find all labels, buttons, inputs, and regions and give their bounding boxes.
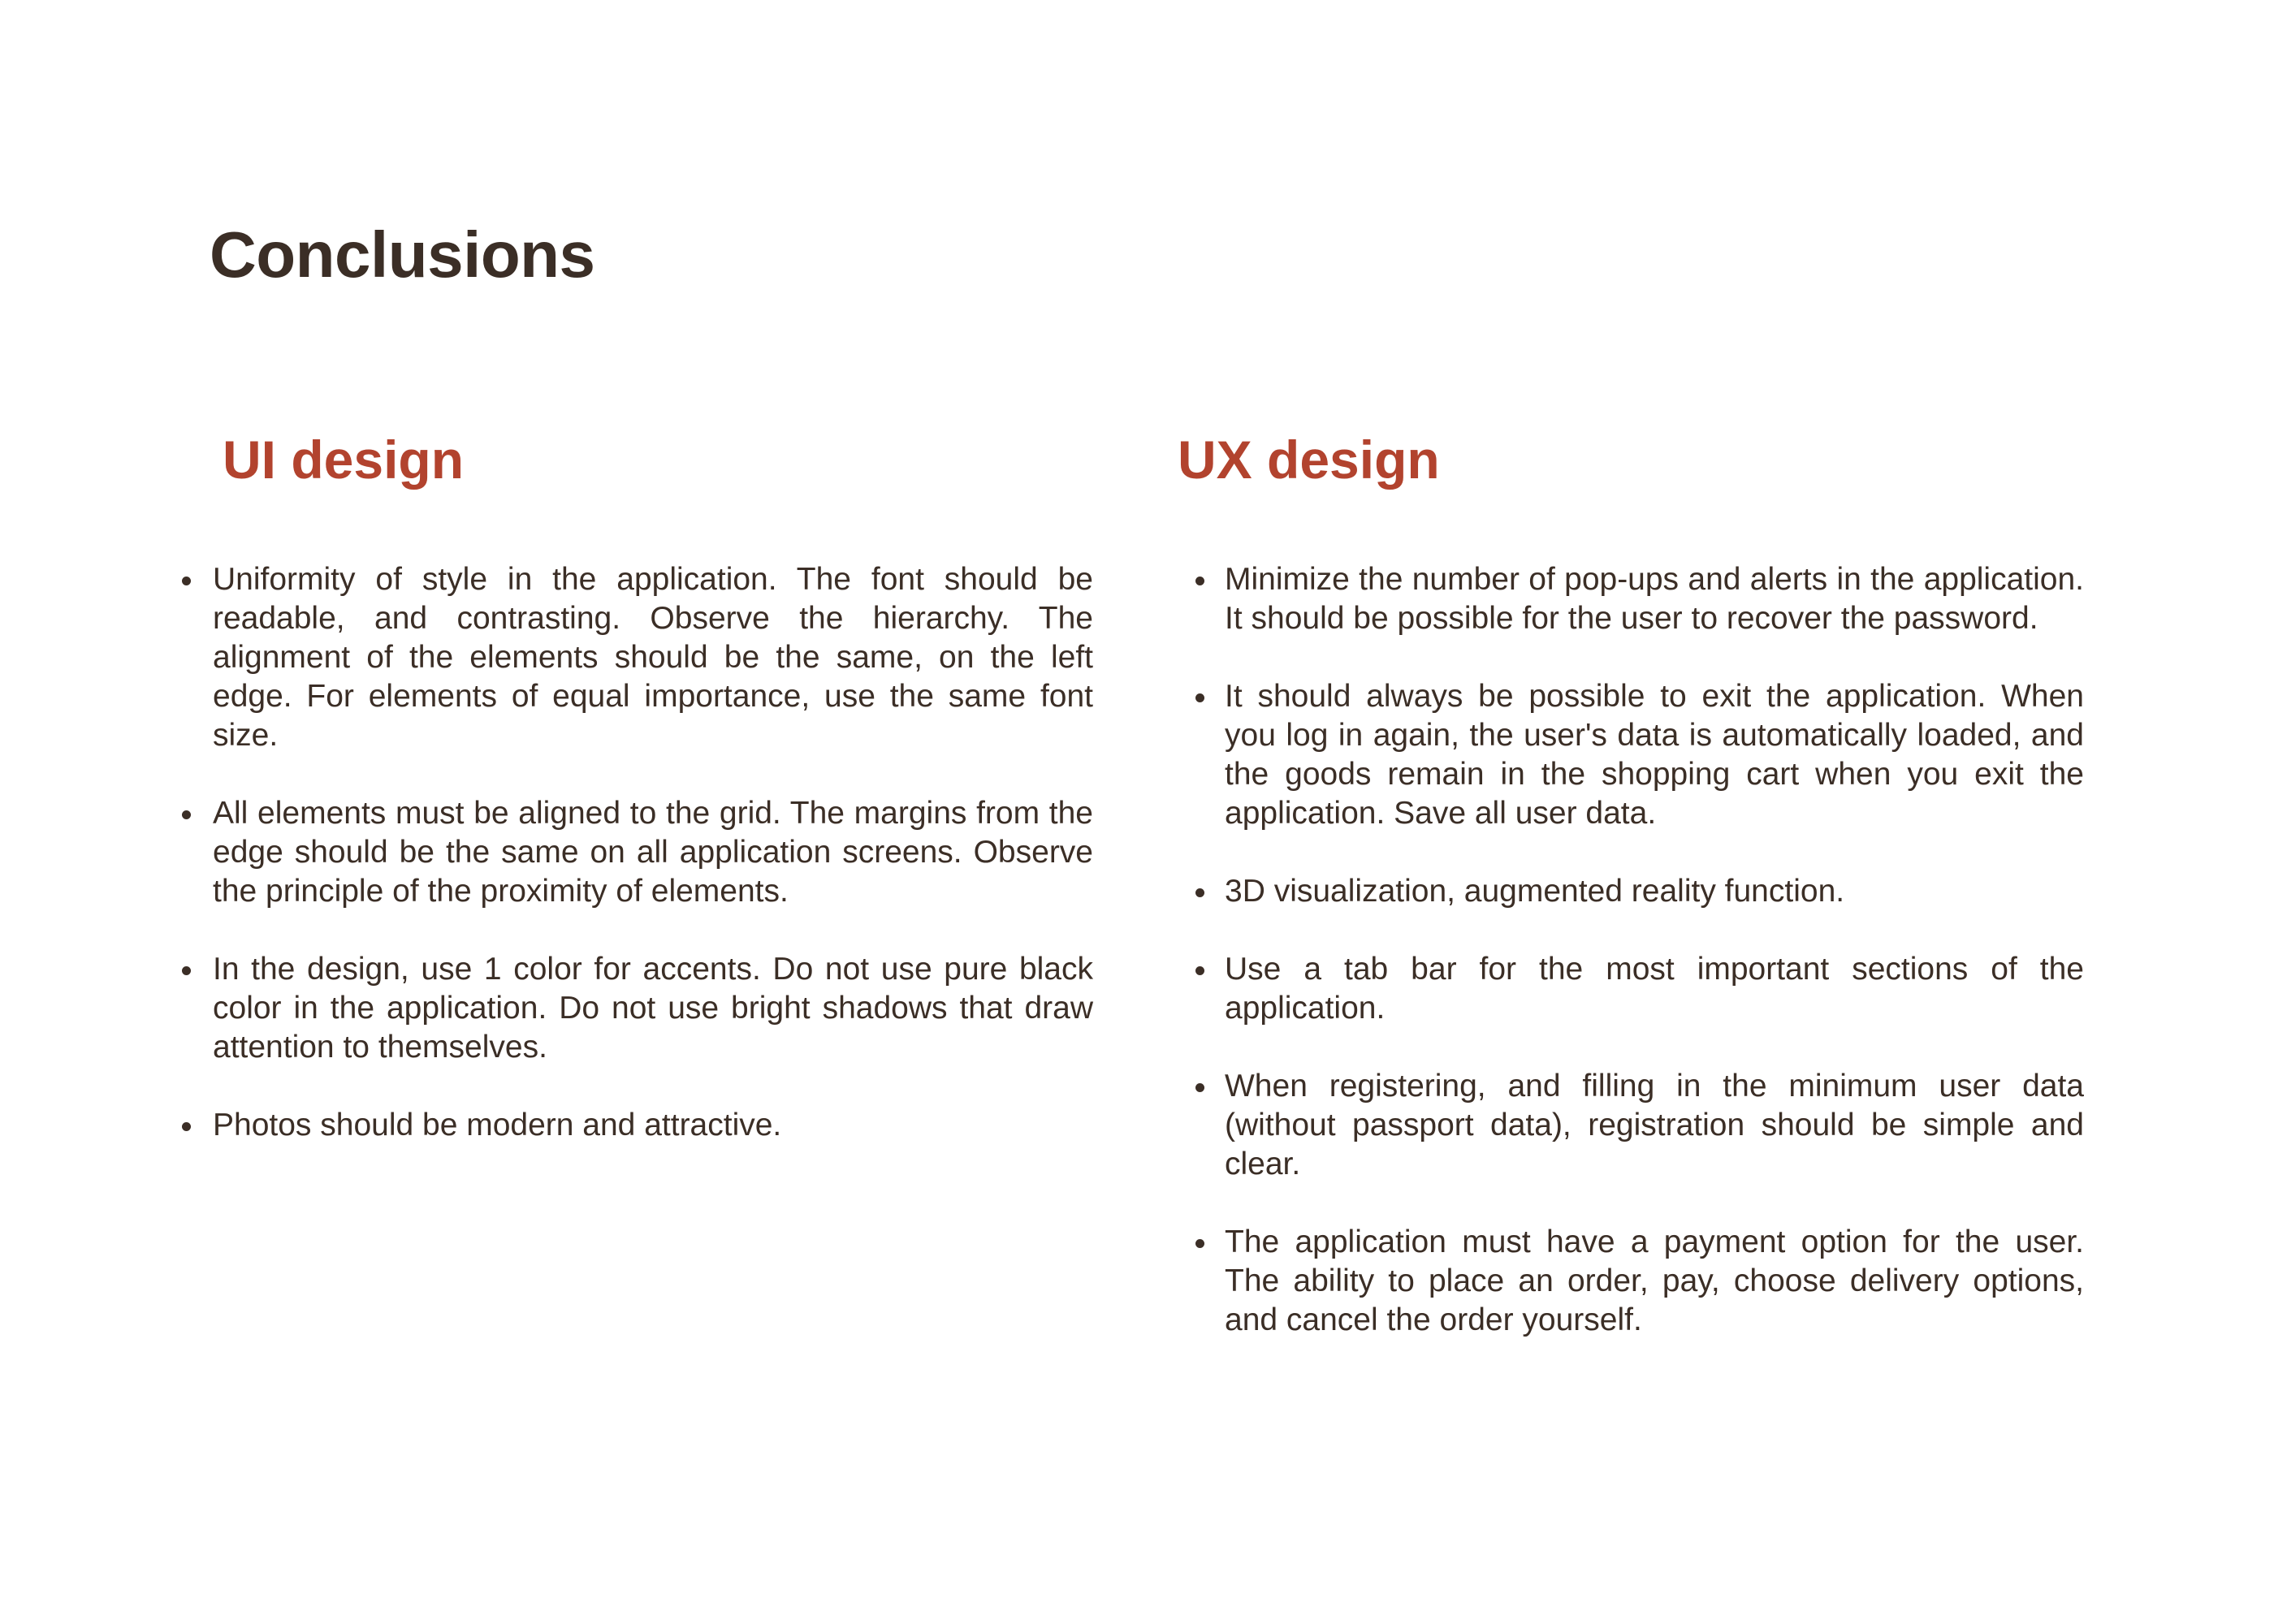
ui-design-section [162, 430, 1096, 1142]
list-item [1178, 1067, 2084, 1184]
list-item [162, 950, 1093, 1067]
list-item-text: It should always be possible to exit the application. When you log in again, the user's data is automatically loaded, and the goods remain in the shopping cart when you exit the application. Save all user data. [1225, 679, 2084, 831]
ux-design-section [1178, 430, 2112, 1337]
list-item [1178, 950, 2084, 1028]
list-item [1178, 677, 2084, 833]
list-item-text: Uniformity of style in the application. The font should be readable, and contrasting. Observe the hierarchy. The alignment of the elements should be the same, on the left edge. For elements of equal importance, use the same font size. [213, 562, 1093, 753]
list-item-text: In the design, use 1 color for accents. Do not use pure black color in the application. Do not use bright shadows that draw attention to themselves. [213, 952, 1093, 1065]
bullet-icon [182, 966, 191, 975]
ui-design-list [162, 560, 1096, 1184]
bullet-icon [1195, 966, 1204, 975]
bullet-icon [182, 810, 191, 819]
list-item [162, 560, 1093, 755]
list-item-text: When registering, and filling in the minimum user data (without passport data), registration should be simple and clear. [1225, 1069, 2084, 1181]
list-item-text: 3D visualization, augmented reality function. [1225, 874, 1845, 909]
ui-design-heading: UI design [223, 430, 465, 490]
list-item [1178, 872, 2084, 911]
list-item-text: The application must have a payment option for the user. The ability to place an order, pay, choose delivery options, and cancel the order yourself. [1225, 1224, 2084, 1337]
bullet-icon [1195, 1239, 1204, 1248]
bullet-icon [1195, 693, 1204, 702]
list-item-text: Use a tab bar for the most important sections of the application. [1225, 952, 2084, 1026]
list-item [1178, 560, 2084, 638]
list-item [162, 1106, 1093, 1145]
list-item-text: Minimize the number of pop-ups and alerts in the application. It should be possible for the user to recover the password. [1225, 562, 2084, 636]
bullet-icon [182, 577, 191, 585]
bullet-icon [182, 1122, 191, 1131]
list-item [162, 794, 1093, 911]
list-item-text: All elements must be aligned to the grid. The margins from the edge should be the same on all application screens. Observe the principle of the proximity of elements. [213, 796, 1093, 909]
list-item-text: Photos should be modern and attractive. [213, 1108, 782, 1142]
list-item [1178, 1223, 2084, 1340]
bullet-icon [1195, 577, 1204, 585]
bullet-icon [1195, 1083, 1204, 1092]
page-title: Conclusions [210, 218, 595, 291]
ux-design-list [1178, 560, 2112, 1379]
ux-design-heading: UX design [1178, 430, 1440, 490]
bullet-icon [1195, 888, 1204, 897]
